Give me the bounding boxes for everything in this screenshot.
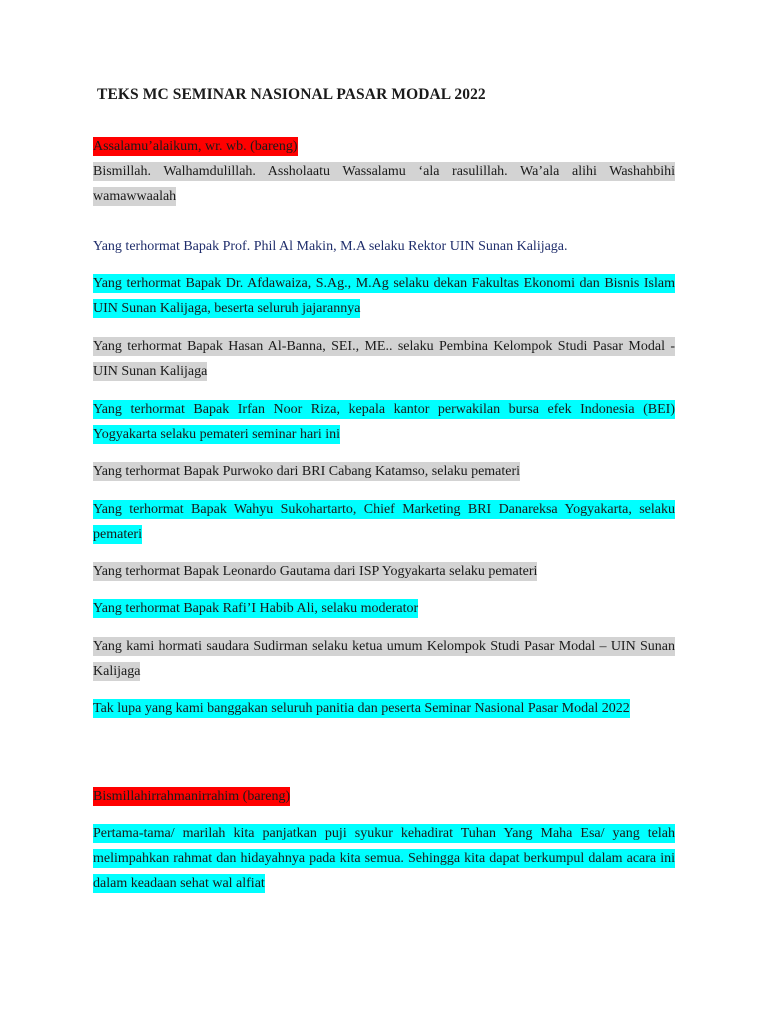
- salutation-isp-text: Yang terhormat Bapak Leonardo Gautama dari ISP Yogyakarta selaku pemateri: [93, 564, 538, 579]
- basmalah-paragraph: [93, 784, 675, 809]
- document-title: TEKS MC SEMINAR NASIONAL PASAR MODAL 2022: [97, 86, 486, 103]
- salutation-rector-text: Yang terhormat Bapak Prof. Phil Al Makin, M.A selaku Rektor UIN Sunan Kalijaga.: [93, 239, 568, 254]
- salutation-committee-text: Tak lupa yang kami banggakan seluruh panitia dan peserta Seminar Nasional Pasar Modal 2022: [93, 701, 630, 716]
- salutation-danareksa-text: Yang terhormat Bapak Wahyu Sukohartarto, Chief Marketing BRI Danareksa Yogyakarta, selaku pemateri: [93, 502, 675, 542]
- greeting-paragraph: [93, 134, 675, 159]
- basmalah-text: Bismillahirrahmanirrahim (bareng): [93, 789, 291, 804]
- salutation-danareksa-paragraph: [93, 497, 675, 547]
- salutation-advisor-paragraph: [93, 334, 675, 384]
- salutation-chairman-text: Yang kami hormati saudara Sudirman selaku ketua umum Kelompok Studi Pasar Modal – UIN Sunan Kalijaga: [93, 639, 675, 679]
- salutation-bri-paragraph: [93, 459, 675, 484]
- salutation-dean-text: Yang terhormat Bapak Dr. Afdawaiza, S.Ag., M.Ag selaku dekan Fakultas Ekonomi dan Bisnis Islam UIN Sunan Kalijaga, beserta seluruh jajarannya: [93, 276, 675, 316]
- salutation-rector-paragraph: [93, 234, 675, 259]
- salutation-moderator-text: Yang terhormat Bapak Rafi’I Habib Ali, selaku moderator: [93, 601, 419, 616]
- salutation-bei-paragraph: [93, 397, 675, 447]
- salutation-dean-paragraph: [93, 271, 675, 321]
- salutation-bei-text: Yang terhormat Bapak Irfan Noor Riza, kepala kantor perwakilan bursa efek Indonesia (BEI) Yogyakarta selaku pemateri seminar hari ini: [93, 402, 675, 442]
- greeting-text: Assalamu’alaikum, wr. wb. (bareng): [93, 139, 298, 154]
- salutation-chairman-paragraph: [93, 634, 675, 684]
- opening-prayer-paragraph: [93, 159, 675, 209]
- salutation-isp-paragraph: [93, 559, 675, 584]
- salutation-moderator-paragraph: [93, 596, 675, 621]
- salutation-advisor-text: Yang terhormat Bapak Hasan Al-Banna, SEI., ME.. selaku Pembina Kelompok Studi Pasar Modal - UIN Sunan Kalijaga: [93, 339, 675, 379]
- gratitude-text: Pertama-tama/ marilah kita panjatkan puji syukur kehadirat Tuhan Yang Maha Esa/ yang telah melimpahkan rahmat dan hidayahnya pada kita semua. Sehingga kita dapat berkumpul dalam acara ini dalam keadaan sehat wal alfiat: [93, 826, 675, 891]
- salutation-bri-text: Yang terhormat Bapak Purwoko dari BRI Cabang Katamso, selaku pemateri: [93, 464, 521, 479]
- gratitude-paragraph: [93, 821, 675, 896]
- salutation-committee-paragraph: [93, 696, 675, 721]
- opening-prayer-text: Bismillah. Walhamdulillah. Assholaatu Wassalamu ‘ala rasulillah. Wa’ala alihi Washahbihi wamawwaalah: [93, 164, 675, 204]
